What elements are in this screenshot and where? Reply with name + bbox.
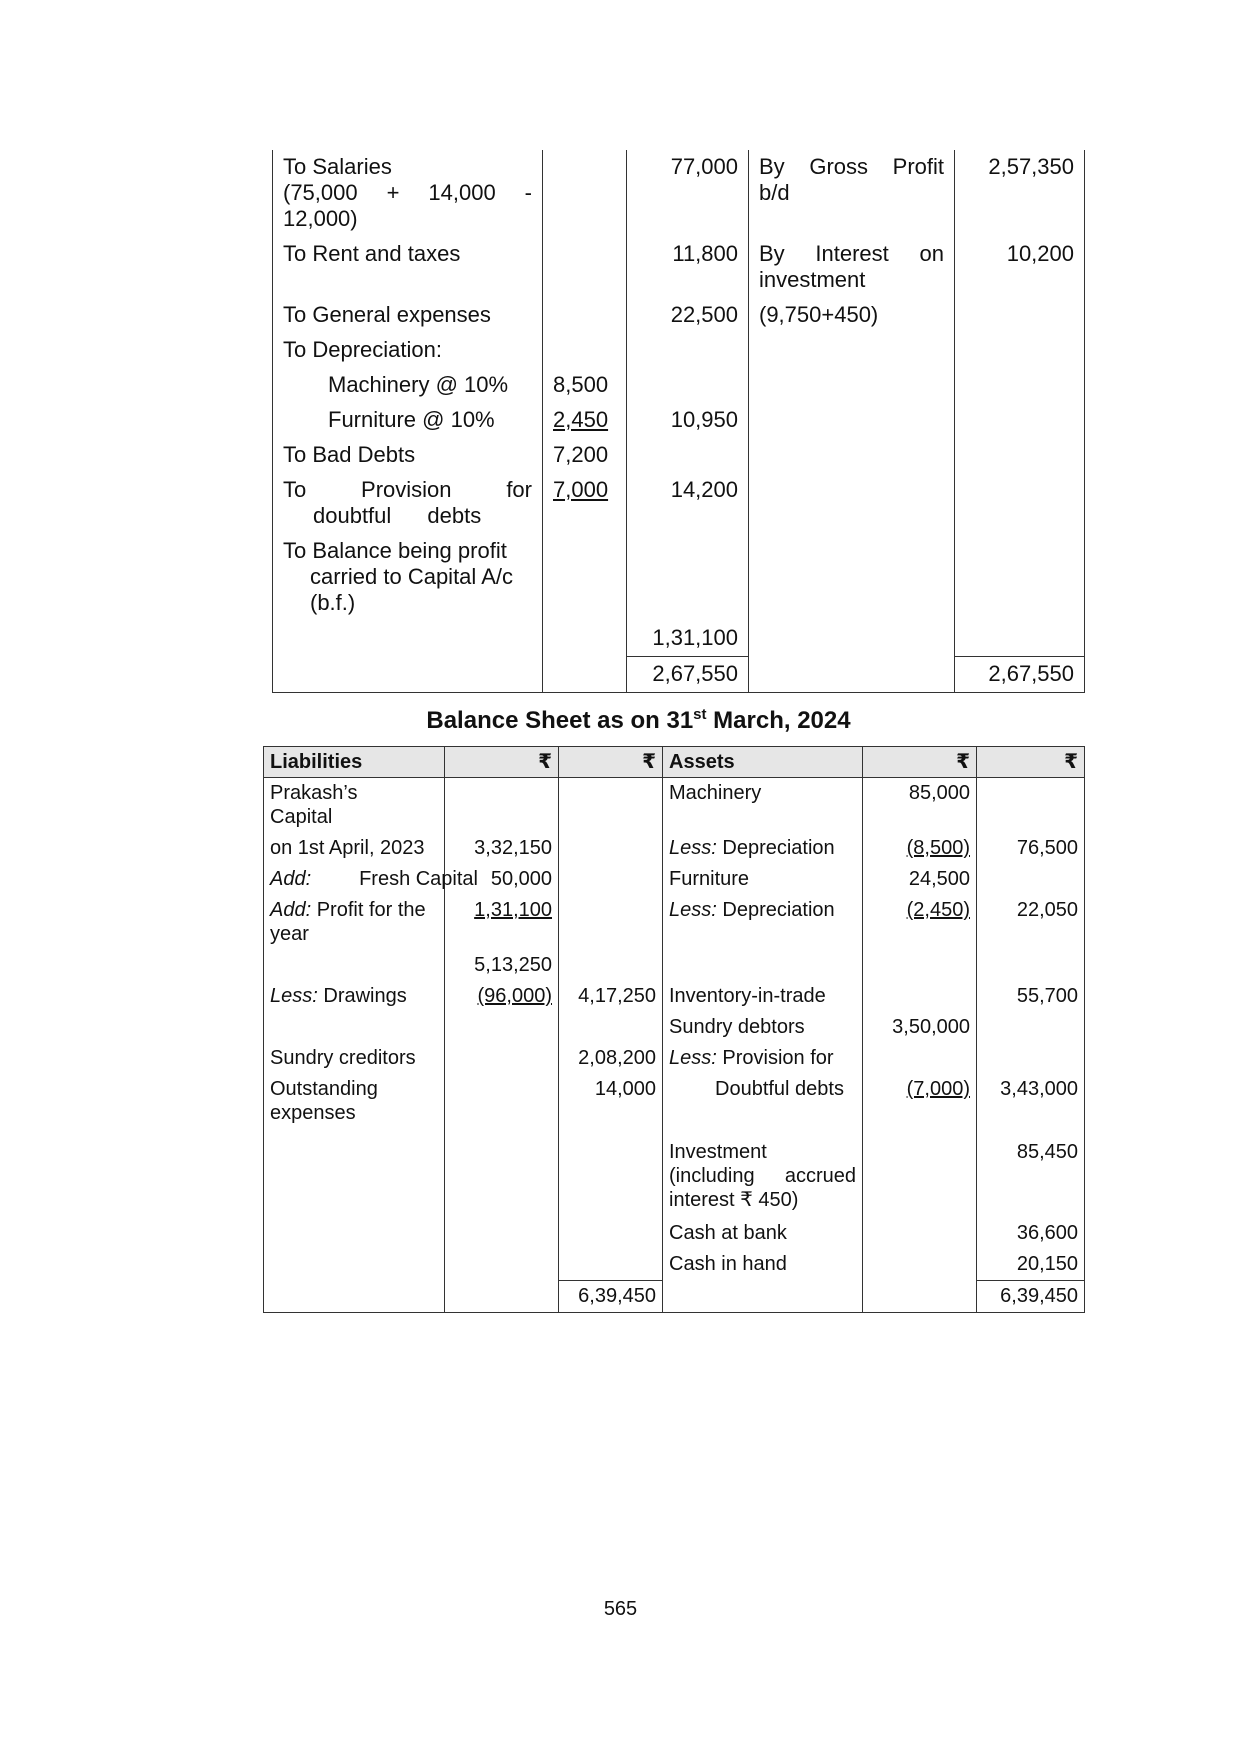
pl-amount-cell xyxy=(627,438,749,473)
title-text-end: March, 2024 xyxy=(706,707,851,734)
profit-value: 1,31,100 xyxy=(474,899,552,921)
pl-debit-cell xyxy=(273,621,543,657)
bs-cell xyxy=(559,1218,663,1249)
bs-cell xyxy=(559,778,663,834)
pl-sub-cell: 7,200 xyxy=(543,438,627,473)
pl-sub-cell xyxy=(543,534,627,621)
pl-debit-bad-debts: To Bad Debts xyxy=(273,438,543,473)
pl-credit-amount xyxy=(955,438,1085,473)
pl-amount-cell: 14,200 xyxy=(627,473,749,534)
asset-bank-value: 36,600 xyxy=(977,1218,1085,1249)
pl-amount-cell: 1,31,100 xyxy=(627,621,749,657)
bs-cell xyxy=(445,778,559,834)
balance-sheet-title xyxy=(0,706,1241,735)
asset-debtors-label: Sundry debtors xyxy=(663,1012,863,1043)
asset-furniture-net: 22,050 xyxy=(977,895,1085,950)
provision-value: (7,000) xyxy=(906,1078,970,1100)
pl-debit-total: 2,67,550 xyxy=(627,657,749,693)
pl-credit-interest-detail: (9,750+450) xyxy=(749,298,955,333)
pl-debit-machinery: Machinery @ 10% xyxy=(273,368,543,403)
bs-cell xyxy=(559,1137,663,1218)
bs-cell xyxy=(559,1249,663,1281)
pl-sub-cell: 2,450 xyxy=(543,403,627,438)
less-prefix: Less: xyxy=(669,899,717,921)
pl-credit-amount xyxy=(955,473,1085,534)
pl-amount-cell: 11,800 xyxy=(627,237,749,298)
pl-total-row xyxy=(273,657,1085,693)
pl-credit-amount xyxy=(955,298,1085,333)
asset-furniture-value: 24,500 xyxy=(863,864,977,895)
bs-cell xyxy=(264,950,445,981)
pl-credit-cell xyxy=(749,657,955,693)
pl-debit-rent: To Rent and taxes xyxy=(273,237,543,298)
liab-total: 6,39,450 xyxy=(559,1281,663,1313)
table-row xyxy=(264,1218,1085,1249)
liab-drawings-value xyxy=(445,981,559,1012)
liab-opening-label: on 1st April, 2023 xyxy=(264,833,445,864)
bs-cell xyxy=(559,895,663,950)
pl-credit-cell xyxy=(749,438,955,473)
bs-cell xyxy=(559,864,663,895)
liab-subtotal: 5,13,250 xyxy=(445,950,559,981)
pl-amount-cell xyxy=(627,534,749,621)
pl-credit-cell xyxy=(749,403,955,438)
bs-cell xyxy=(863,1281,977,1313)
liab-creditors-label: Sundry creditors xyxy=(264,1043,445,1074)
asset-debtors-value: 3,50,000 xyxy=(863,1012,977,1043)
pl-amount-cell xyxy=(627,333,749,368)
pl-credit-amount: 10,200 xyxy=(955,237,1085,298)
pl-credit-gross-profit: By Gross Profit b/d xyxy=(749,150,955,237)
pl-credit-amount xyxy=(955,403,1085,438)
pl-credit-cell xyxy=(749,534,955,621)
asset-inventory-label: Inventory-in-trade xyxy=(663,981,863,1012)
table-row xyxy=(273,621,1085,657)
bs-cell xyxy=(445,1218,559,1249)
bs-cell xyxy=(264,1137,445,1218)
table-row xyxy=(264,778,1085,834)
pl-credit-cell xyxy=(749,333,955,368)
bs-cell xyxy=(863,1137,977,1218)
less-prefix: Less: xyxy=(669,1047,717,1069)
bs-cell xyxy=(863,1218,977,1249)
bs-cell xyxy=(445,1074,559,1137)
bs-cell xyxy=(445,1137,559,1218)
asset-bank-label: Cash at bank xyxy=(663,1218,863,1249)
drawings-text: Drawings xyxy=(323,985,407,1007)
page-number: 565 xyxy=(603,1598,638,1620)
pl-credit-cell xyxy=(749,368,955,403)
header-rupee: ₹ xyxy=(445,747,559,778)
liab-outstanding-value: 14,000 xyxy=(559,1074,663,1137)
pl-debit-cell xyxy=(273,657,543,693)
bs-cell xyxy=(863,1043,977,1074)
bs-cell xyxy=(863,981,977,1012)
drawings-value: (96,000) xyxy=(477,985,552,1007)
pl-debit-depreciation: To Depreciation: xyxy=(273,333,543,368)
header-rupee: ₹ xyxy=(977,747,1085,778)
pl-credit-amount xyxy=(955,368,1085,403)
asset-investment-label: Investment (including accrued interest ₹ 450) xyxy=(663,1137,863,1218)
pl-sub-cell xyxy=(543,621,627,657)
asset-furniture-dep-label xyxy=(663,895,863,950)
pl-credit-interest: By Interest on investment xyxy=(749,237,955,298)
bs-cell xyxy=(663,1281,863,1313)
asset-doubtful-label: Doubtful debts xyxy=(663,1074,863,1137)
asset-debtors-net: 3,43,000 xyxy=(977,1074,1085,1137)
table-row xyxy=(264,981,1085,1012)
pl-amount-cell: 10,950 xyxy=(627,403,749,438)
liab-fresh-capital-value: 50,000 xyxy=(445,864,559,895)
bs-cell xyxy=(264,1218,445,1249)
liab-drawings-label xyxy=(264,981,445,1012)
asset-machinery-net: 76,500 xyxy=(977,833,1085,864)
pl-sub-cell xyxy=(543,657,627,693)
bs-cell xyxy=(559,950,663,981)
bs-cell xyxy=(445,1012,559,1043)
bs-cell xyxy=(977,1043,1085,1074)
pl-debit-balance: To Balance being profit carried to Capital A/c (b.f.) xyxy=(273,534,543,621)
pl-debit-furniture: Furniture @ 10% xyxy=(273,403,543,438)
bs-cell xyxy=(445,1281,559,1313)
table-row xyxy=(264,864,1085,895)
profit-text: Profit for the year xyxy=(270,899,426,945)
pl-amount-cell: 77,000 xyxy=(627,150,749,237)
pl-amount-cell: 22,500 xyxy=(627,298,749,333)
liab-outstanding-label: Outstanding expenses xyxy=(264,1074,445,1137)
asset-inventory-value: 55,700 xyxy=(977,981,1085,1012)
bs-cell xyxy=(264,1281,445,1313)
title-text: Balance Sheet as on 31 xyxy=(426,707,694,734)
add-prefix: Add: xyxy=(270,899,312,921)
asset-total: 6,39,450 xyxy=(977,1281,1085,1313)
table-row xyxy=(264,1043,1085,1074)
pl-sub-cell xyxy=(543,333,627,368)
asset-machinery-dep xyxy=(863,833,977,864)
less-prefix: Less: xyxy=(669,837,717,859)
depreciation-label: Depreciation xyxy=(722,899,835,921)
bs-cell xyxy=(977,950,1085,981)
table-row xyxy=(264,1137,1085,1218)
bs-total-row xyxy=(264,1281,1085,1313)
header-assets: Assets xyxy=(663,747,863,778)
table-row xyxy=(273,333,1085,368)
title-superscript: st xyxy=(693,706,707,723)
pl-salaries-detail: (75,000 + 14,000 - 12,000) xyxy=(283,180,532,231)
table-row xyxy=(264,1249,1085,1281)
asset-provision-label xyxy=(663,1043,863,1074)
asset-machinery-value: 85,000 xyxy=(863,778,977,834)
bs-cell xyxy=(977,778,1085,834)
liab-profit-label xyxy=(264,895,445,950)
asset-cash-value: 20,150 xyxy=(977,1249,1085,1281)
pl-debit-general: To General expenses xyxy=(273,298,543,333)
table-row xyxy=(273,237,1085,298)
table-row xyxy=(273,298,1085,333)
bs-cell xyxy=(863,1249,977,1281)
pl-credit-amount xyxy=(955,534,1085,621)
bs-cell xyxy=(663,950,863,981)
liab-capital-net: 4,17,250 xyxy=(559,981,663,1012)
pl-credit-cell xyxy=(749,473,955,534)
depreciation-label: Depreciation xyxy=(722,837,835,859)
pl-credit-cell xyxy=(749,621,955,657)
asset-furniture-label: Furniture xyxy=(663,864,863,895)
balance-sheet-table xyxy=(263,746,1085,1313)
pl-amount-cell xyxy=(627,368,749,403)
table-row xyxy=(264,895,1085,950)
bs-cell xyxy=(264,1012,445,1043)
header-row xyxy=(264,747,1085,778)
pl-sub-cell xyxy=(543,298,627,333)
liab-capital-label: Prakash’s Capital xyxy=(264,778,445,834)
add-prefix: Add: xyxy=(270,868,312,890)
pl-debit-salaries: To Salaries (75,000 + 14,000 - 12,000) xyxy=(273,150,543,237)
pl-sub-cell xyxy=(543,150,627,237)
bs-cell xyxy=(559,1012,663,1043)
asset-cash-label: Cash in hand xyxy=(663,1249,863,1281)
table-row xyxy=(273,368,1085,403)
bs-cell xyxy=(264,1249,445,1281)
table-row xyxy=(273,473,1085,534)
liab-opening-value: 3,32,150 xyxy=(445,833,559,864)
fresh-capital-text: Fresh Capital xyxy=(359,868,478,890)
table-row xyxy=(273,438,1085,473)
table-row xyxy=(264,1012,1085,1043)
bs-cell xyxy=(445,1043,559,1074)
pl-sub-cell xyxy=(543,237,627,298)
asset-provision-value xyxy=(863,1074,977,1137)
table-row xyxy=(273,150,1085,237)
bs-cell xyxy=(977,864,1085,895)
pl-credit-amount xyxy=(955,621,1085,657)
less-prefix: Less: xyxy=(270,985,318,1007)
asset-investment-value: 85,450 xyxy=(977,1137,1085,1218)
header-rupee: ₹ xyxy=(559,747,663,778)
table-row xyxy=(273,403,1085,438)
table-row xyxy=(273,534,1085,621)
liab-fresh-capital-label xyxy=(264,864,478,895)
pl-sub-cell: 8,500 xyxy=(543,368,627,403)
asset-machinery-dep-label xyxy=(663,833,863,864)
liab-creditors-value: 2,08,200 xyxy=(559,1043,663,1074)
pl-credit-amount: 2,57,350 xyxy=(955,150,1085,237)
bs-cell xyxy=(863,950,977,981)
header-rupee: ₹ xyxy=(863,747,977,778)
table-row xyxy=(264,950,1085,981)
bs-cell xyxy=(977,1012,1085,1043)
header-liabilities: Liabilities xyxy=(264,747,445,778)
bs-cell xyxy=(559,833,663,864)
asset-machinery-label: Machinery xyxy=(663,778,863,834)
machinery-dep-value: (8,500) xyxy=(906,837,970,859)
pl-debit-provision: To Provision for doubtful debts xyxy=(273,473,543,534)
provision-text: Provision for xyxy=(722,1047,834,1069)
asset-furniture-dep xyxy=(863,895,977,950)
table-row xyxy=(264,1074,1085,1137)
bs-cell xyxy=(445,1249,559,1281)
pl-credit-amount xyxy=(955,333,1085,368)
pl-credit-total: 2,67,550 xyxy=(955,657,1085,693)
liab-profit-value xyxy=(445,895,559,950)
table-row xyxy=(264,833,1085,864)
furniture-dep-value: (2,450) xyxy=(906,899,970,921)
pl-sub-cell: 7,000 xyxy=(543,473,627,534)
profit-loss-table xyxy=(272,150,1085,693)
